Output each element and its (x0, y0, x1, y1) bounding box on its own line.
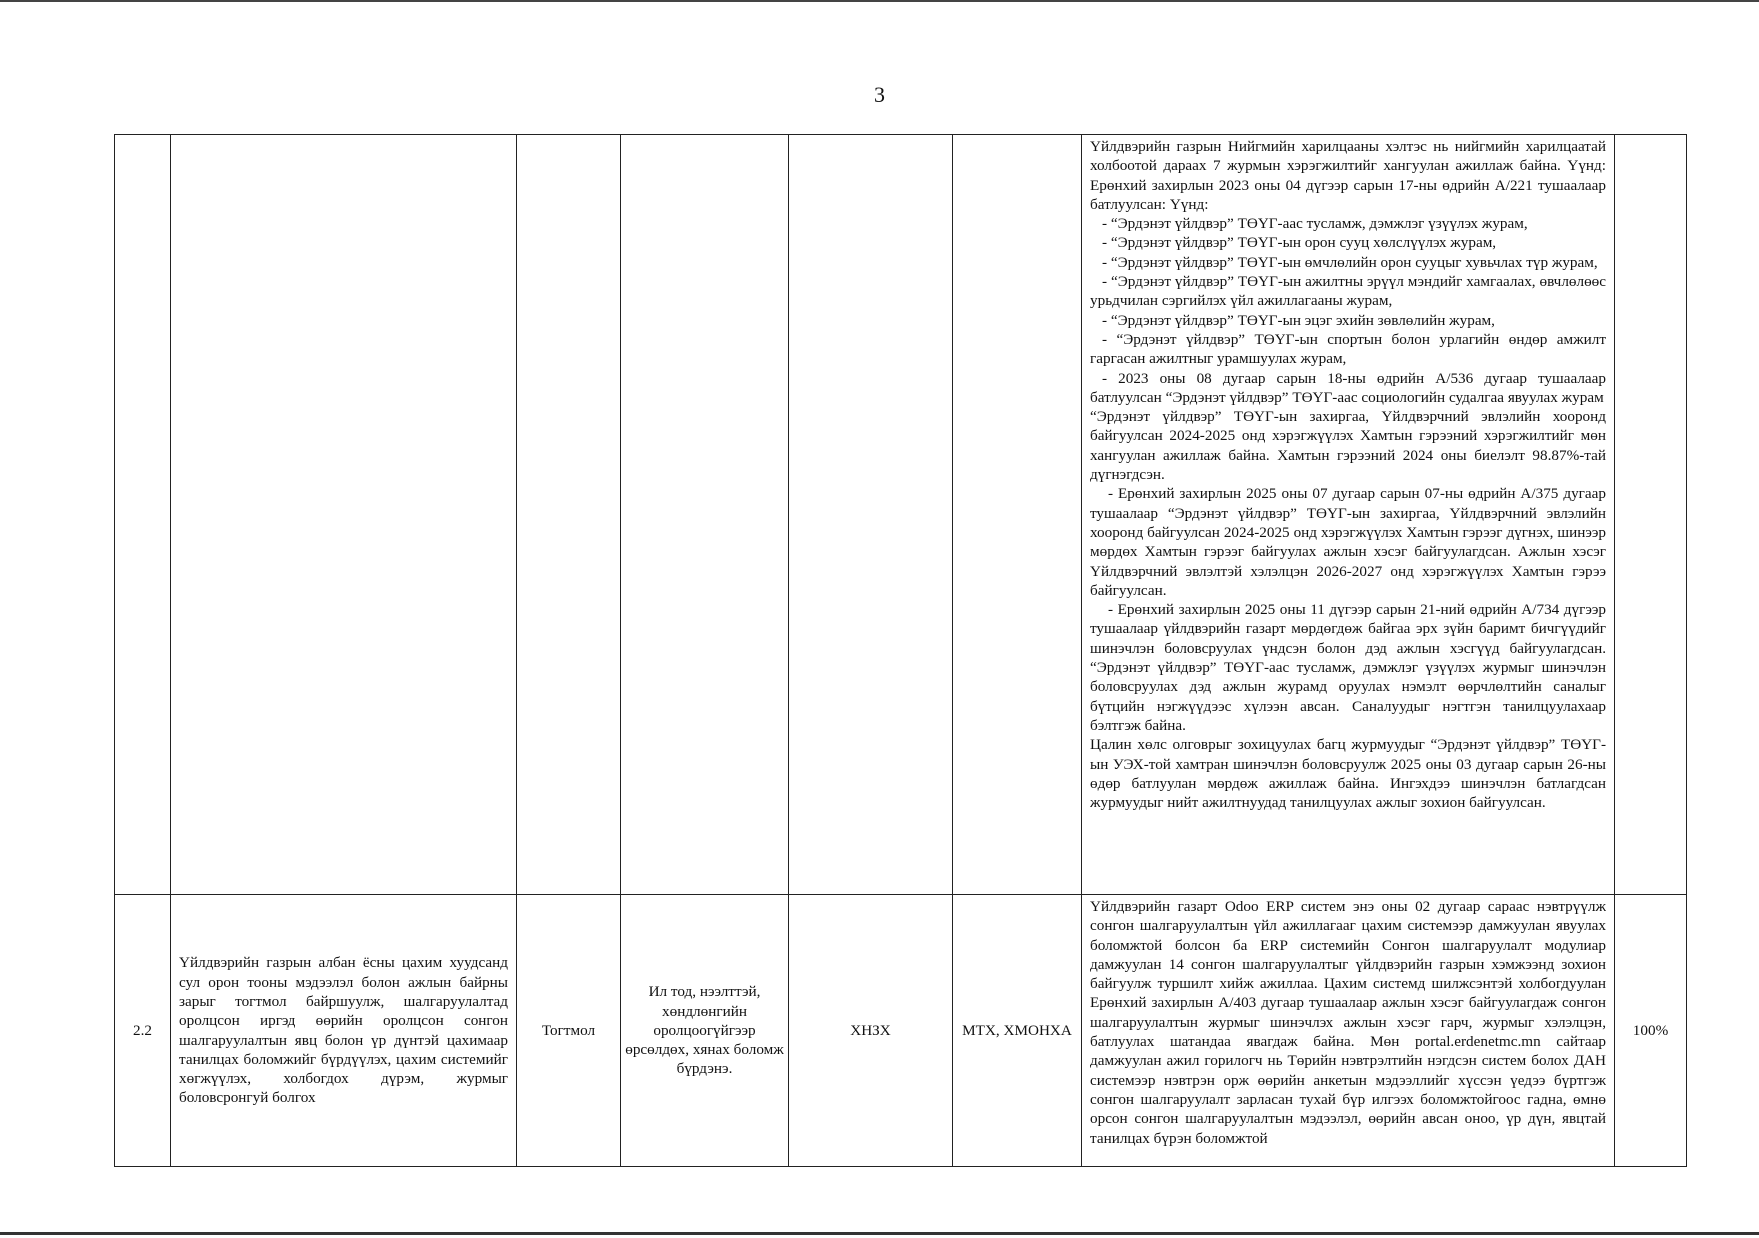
cell-deadline: Тогтмол (517, 895, 621, 1167)
cell-partners (953, 135, 1082, 895)
cell-number: 2.2 (115, 895, 171, 1167)
report-bullet: - “Эрдэнэт үйлдвэр” ТӨҮГ-ын ажилтны эрүүл мэндийг хамгаалах, өвчлөлөөс урьдчилан сэргийлэх үйл ажиллагааны журам, (1090, 273, 1606, 310)
cell-responsible (789, 135, 953, 895)
table-row (115, 895, 1687, 1167)
report-intro: Үйлдвэрийн газрын Нийгмийн харилцааны хэлтэс нь нийгмийн харилцаатай холбоотой дараах 7 журмын хэрэгжилтийг хангуулан ажиллаж байна. Үүнд: Ерөнхий захирлын 2023 оны 04 дүгээр сарын 17-ны өдрийн А/221 тушаалаар батлуулсан: Үүнд: (1090, 138, 1606, 213)
cell-progress: 100% (1615, 895, 1687, 1167)
cell-description: Үйлдвэрийн газрын албан ёсны цахим хуудсанд сул орон тооны мэдээлэл болон ажлын байрны зарыг тогтмол байршуулж, шалгаруулалтад оролцсон иргэд өөрийн оролцсон сонгон шалгаруулалтын явц болон үр дүнтэй цахимаар танилцах боломжийг бүрдүүлэх, цахим системийг хөгжүүлэх, холбогдох дүрэм, журмыг боловсронгуй болгох (171, 895, 517, 1167)
report-paragraph: - Ерөнхий захирлын 2025 оны 11 дүгээр сарын 21-ний өдрийн А/734 дүгээр тушаалаар үйлдвэрийн газарт мөрдөгдөж байгаа эрх зүйн баримт бичгүүдийг шинэчлэн боловсруулах үндсэн болон дэд ажлын хэсгүүд байгуулагдсан. “Эрдэнэт үйлдвэр” ТӨҮГ-аас тусламж, дэмжлэг үзүүлэх журмыг шинэчлэн боловсруулах дэд ажлын журамд оруулах нэмэлт өөрчлөлтийн саналыг бүтцийн нэгжүүдээс хүлээн авсан. Саналуудыг нэгтгэн танилцуулахаар бэлтгэж байна. (1090, 601, 1606, 734)
report-bullet: - “Эрдэнэт үйлдвэр” ТӨҮГ-ын өмчлөлийн орон сууцыг хувьчлах түр журам, (1102, 253, 1598, 271)
report-paragraph: “Эрдэнэт үйлдвэр” ТӨҮГ-ын захиргаа, Үйлдвэрчний эвлэлийн хооронд байгуулсан 2024-2025 онд хэрэгжүүлэх Хамтын гэрээний хэрэгжилтийг мөн хангуулан ажиллаж байна. Хамтын гэрээний 2024 оны биелэлт 98.87%-тай дүгнэгдсэн. (1090, 408, 1606, 484)
table-row (115, 135, 1687, 895)
report-bullet: - “Эрдэнэт үйлдвэр” ТӨҮГ-ын спортын болон урлагийн өндөр амжилт гаргасан ажилтныг урамшуулах журам, (1090, 330, 1606, 368)
report-bullet: - “Эрдэнэт үйлдвэр” ТӨҮГ-ын эцэг эхийн зөвлөлийн журам, (1102, 311, 1495, 329)
report-paragraph: - Ерөнхий захирлын 2025 оны 07 дугаар сарын 07-ны өдрийн А/375 дугаар тушаалаар “Эрдэнэт үйлдвэр” ТӨҮГ-ын захиргаа, Үйлдвэрчний эвлэлийн хооронд байгуулсан 2024-2025 онд хэрэгжүүлэх Хамтын гэрээг дүгнэх, шинээр мөрдөх Хамтын гэрээг байгуулах ажлын хэсэг байгуулагдсан. Ажлын хэсэг Үйлдвэрчний эвлэлтэй хэлэлцэн 2026-2027 онд хэрэгжүүлэх Хамтын гэрээ байгуулсан. (1090, 485, 1606, 599)
cell-number (115, 135, 171, 895)
cell-report (1082, 135, 1615, 895)
cell-report (1082, 895, 1615, 1167)
cell-partners: МТХ, ХМОНХА (953, 895, 1082, 1167)
report-bullet: - “Эрдэнэт үйлдвэр” ТӨҮГ-аас тусламж, дэмжлэг үзүүлэх журам, (1102, 215, 1528, 233)
cell-expected-result: Ил тод, нээлттэй, хөндлөнгийн оролцоогүйгээр өрсөлдөх, хянах боломж бүрдэнэ. (621, 895, 789, 1167)
cell-description (171, 135, 517, 895)
report-paragraph: Үйлдвэрийн газарт Odoo ERP систем энэ оны 02 дугаар сараас нэвтрүүлж сонгон шалгаруулалтын үйл ажиллагааг цахим системээр дамжуулан явуулах боломжтой болсон ба ERP системийн Сонгон шалгаруулалт модулиар дамжуулан 14 сонгон шалгаруулалтыг үйлдвэрийн газрын хэмжээнд зохион байгуулж туршилт хийж ажиллаа. Цахим системд шилжсэнтэй холбогдуулан Ерөнхий захирлын А/403 дугаар тушаалаар ажлын хэсэг байгуулагдаж сонгон шалгаруулалтын журмыг шинэчлэх ажлын хэсэг гарч, журмыг хэлэлцэн, батлуулах шатандаа явагдаж байна. Мөн portal.erdenetmc.mn сайтаар дамжуулан ажил горилогч нь Төрийн нэвтрэлтийн нэгдсэн систем болох ДАН системээр нэвтрэн орж өөрийн анкетын мэдээллийг хүссэн үедээ бүртгэж сонгон шалгаруулалт зарласан тухай бүр илгээх боломжтойгоос гадна, өмнө орсон сонгон шалгаруулалтын мэдээлэл, өөрийн авсан оноо, үр дүн, явцтай танилцах бүрэн боломжтой (1090, 898, 1606, 1147)
report-bullet: - 2023 оны 08 дугаар сарын 18-ны өдрийн А/536 дугаар тушаалаар батлуулсан “Эрдэнэт үйлдвэр” ТӨҮГ-аас социологийн судалгаа явуулах журам (1090, 369, 1606, 406)
report-paragraph: Цалин хөлс олговрыг зохицуулах багц журмуудыг “Эрдэнэт үйлдвэр” ТӨҮГ-ын УЭХ-той хамтран шинэчлэн боловсруулж 2025 оны 03 дугаар сарын 26-ны өдөр батлуулан мөрдөж ажиллаж байна. Ингэхдээ шинэчлэн батлагдсан журмуудыг нийт ажилтнуудад танилцуулах ажлыг зохион байгуулсан. (1090, 736, 1606, 812)
cell-deadline (517, 135, 621, 895)
page-number: 3 (874, 82, 885, 107)
cell-responsible: ХНЗХ (789, 895, 953, 1167)
cell-progress (1615, 135, 1687, 895)
bottom-edge-line (0, 1232, 1759, 1235)
measures-table (114, 134, 1687, 1167)
top-edge-line (0, 0, 1759, 2)
cell-expected-result (621, 135, 789, 895)
report-bullet: - “Эрдэнэт үйлдвэр” ТӨҮГ-ын орон сууц хөлслүүлэх журам, (1102, 234, 1497, 252)
